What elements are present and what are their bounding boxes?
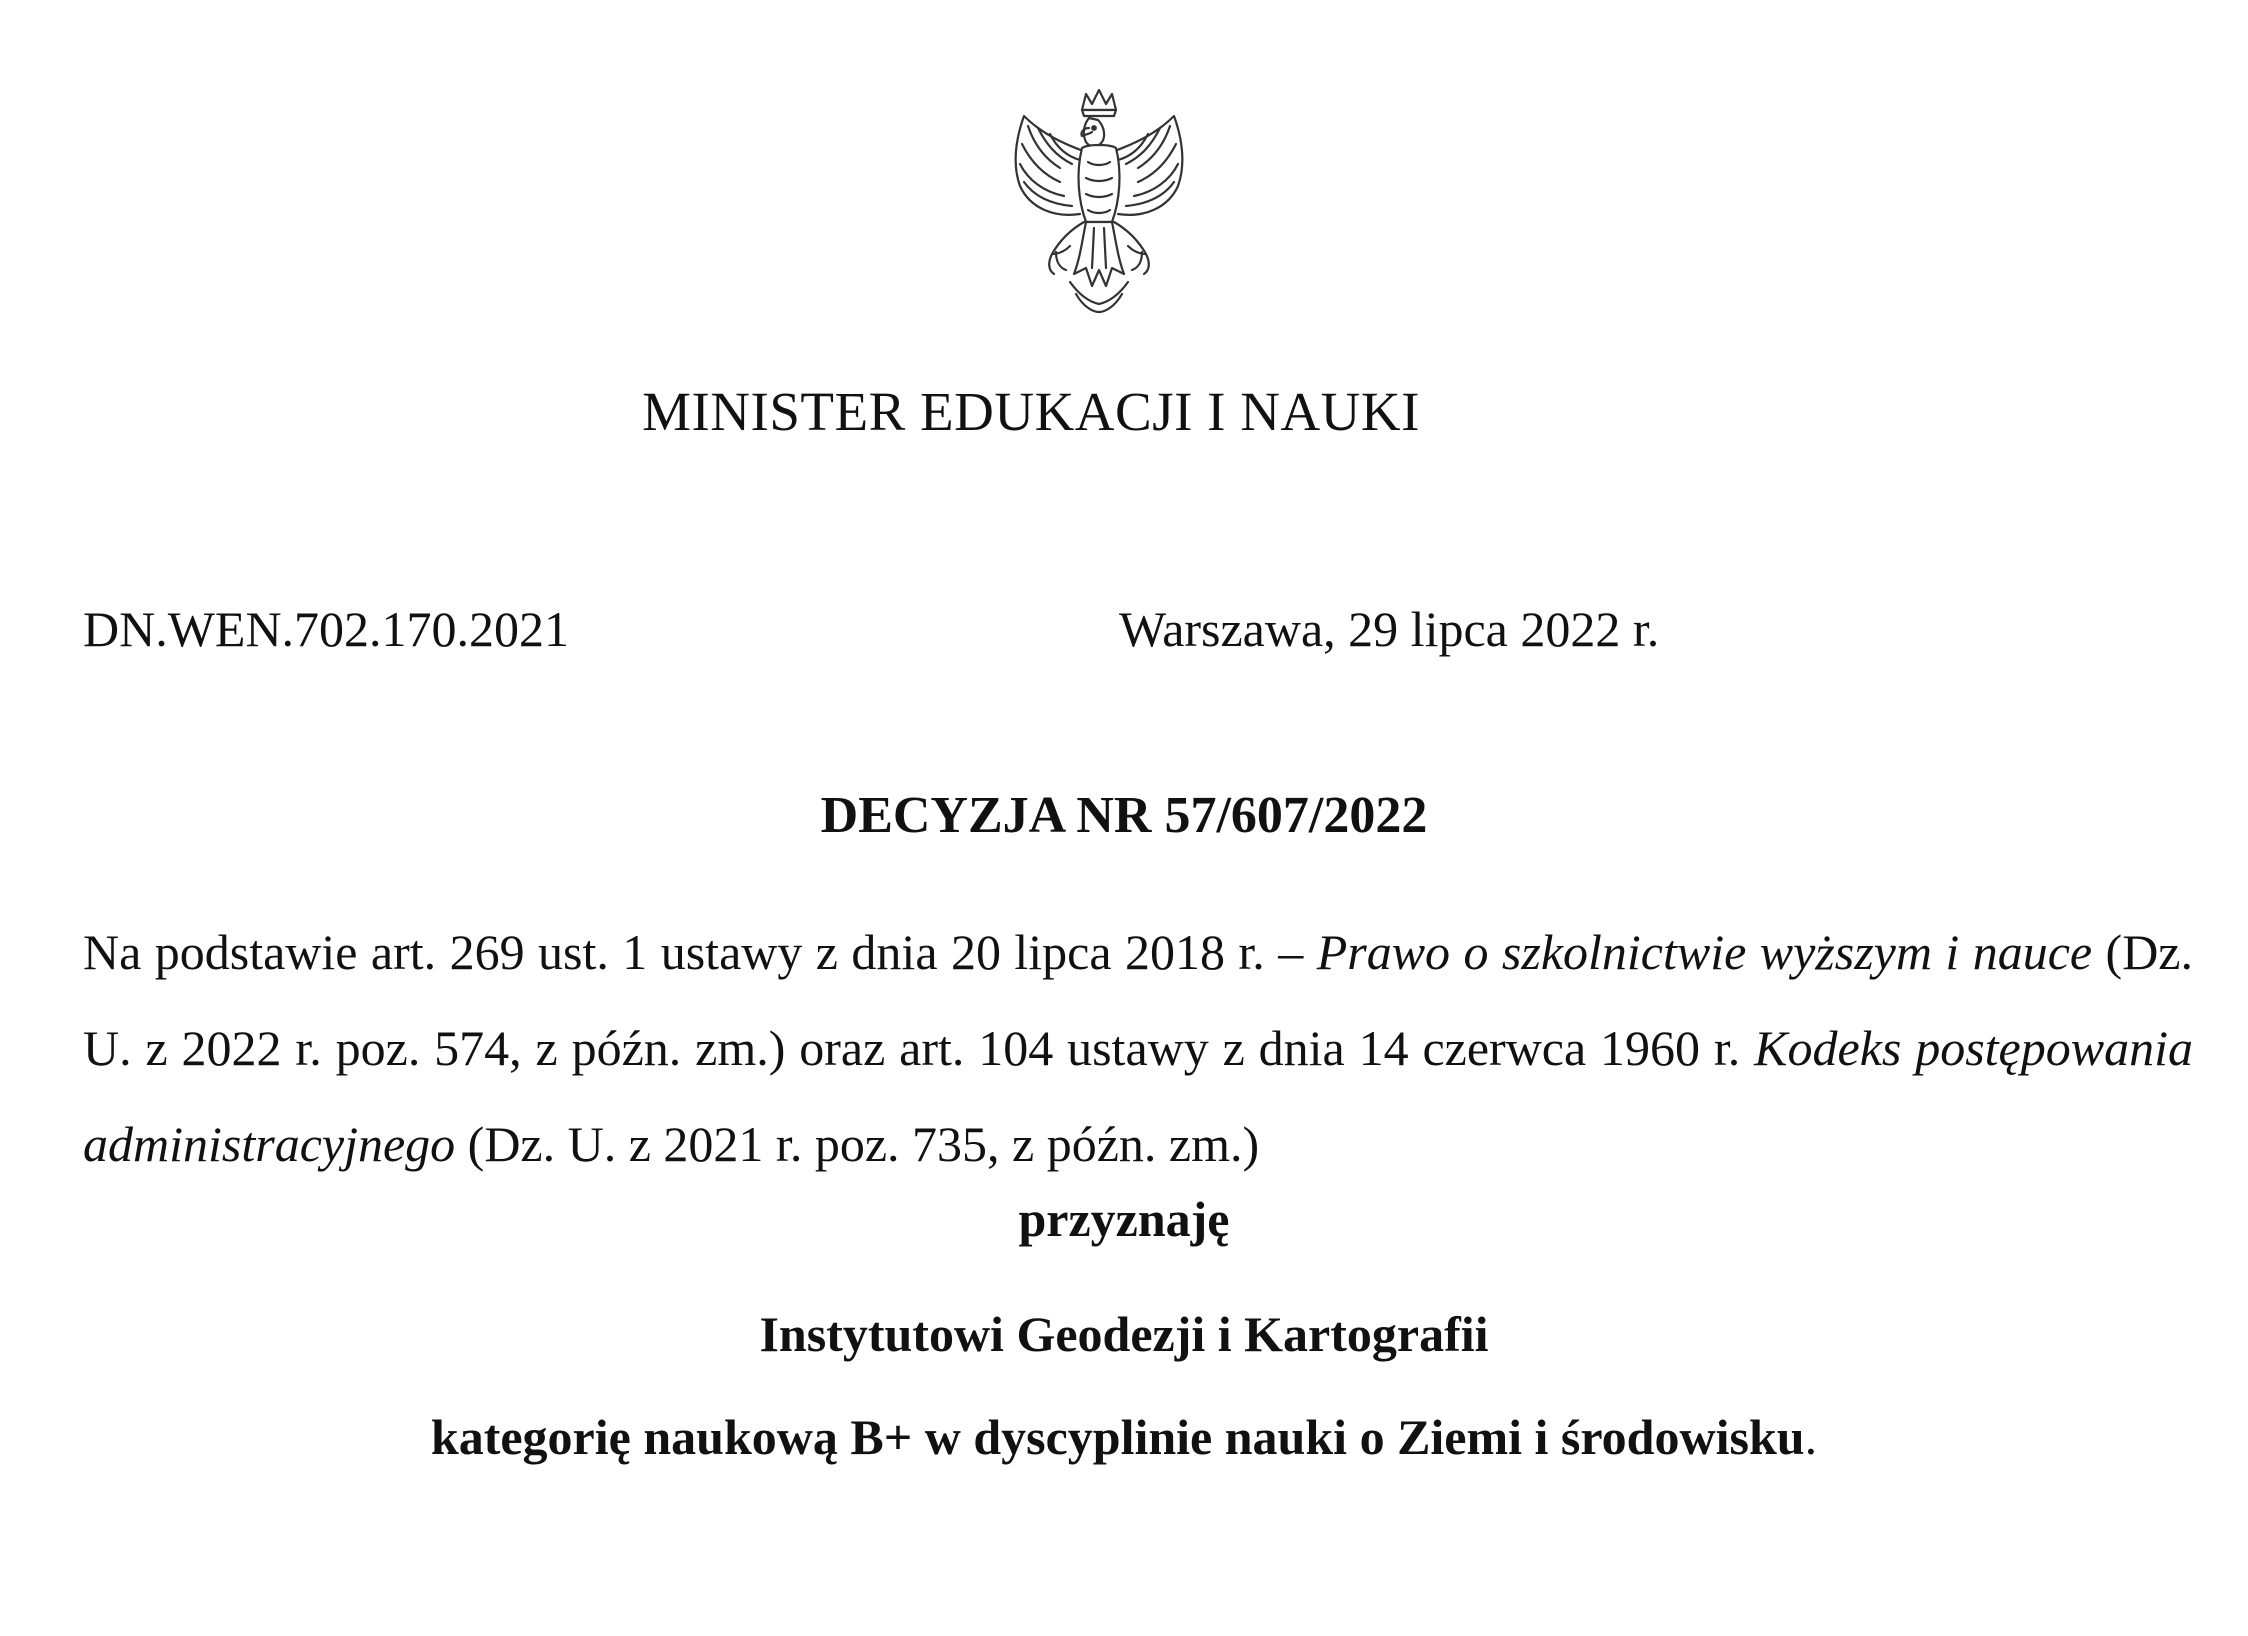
legal-basis-paragraph bbox=[83, 904, 2193, 1192]
legal-basis-act-2: Kodeks postępowania administracyjnego bbox=[83, 1020, 2193, 1172]
decision-verb: przyznaję bbox=[1018, 1191, 1230, 1247]
sentence-period: . bbox=[1804, 1409, 1818, 1465]
legal-basis-text-3: (Dz. U. z 2021 r. poz. 735, z późn. zm.) bbox=[455, 1116, 1260, 1172]
legal-basis-text-1: Na podstawie art. 269 ust. 1 ustawy z dnia 20 lipca 2018 r. – bbox=[83, 924, 1317, 980]
scientific-category-text: kategorię naukową B+ w dyscyplinie nauki o Ziemi i środowisku bbox=[430, 1409, 1805, 1465]
polish-white-eagle-emblem-icon bbox=[994, 82, 1204, 318]
issuing-authority: MINISTER EDUKACJI I NAUKI bbox=[642, 381, 1420, 442]
decision-title: DECYZJA NR 57/607/2022 bbox=[820, 787, 1428, 844]
scientific-category bbox=[0, 1408, 2248, 1466]
legal-basis-text-2: (Dz. U. z 2022 r. poz. 574, z późn. zm.) oraz art. 104 ustawy z dnia 14 czerwca 1960 r. bbox=[83, 924, 2193, 1076]
reference-number: DN.WEN.702.170.2021 bbox=[83, 601, 570, 657]
legal-basis-act-1: Prawo o szkolnictwie wyższym i nauce bbox=[1316, 924, 2093, 980]
recipient-institution: Instytutowi Geodezji i Kartografii bbox=[759, 1306, 1489, 1362]
place-and-date: Warszawa, 29 lipca 2022 r. bbox=[1119, 601, 1660, 657]
